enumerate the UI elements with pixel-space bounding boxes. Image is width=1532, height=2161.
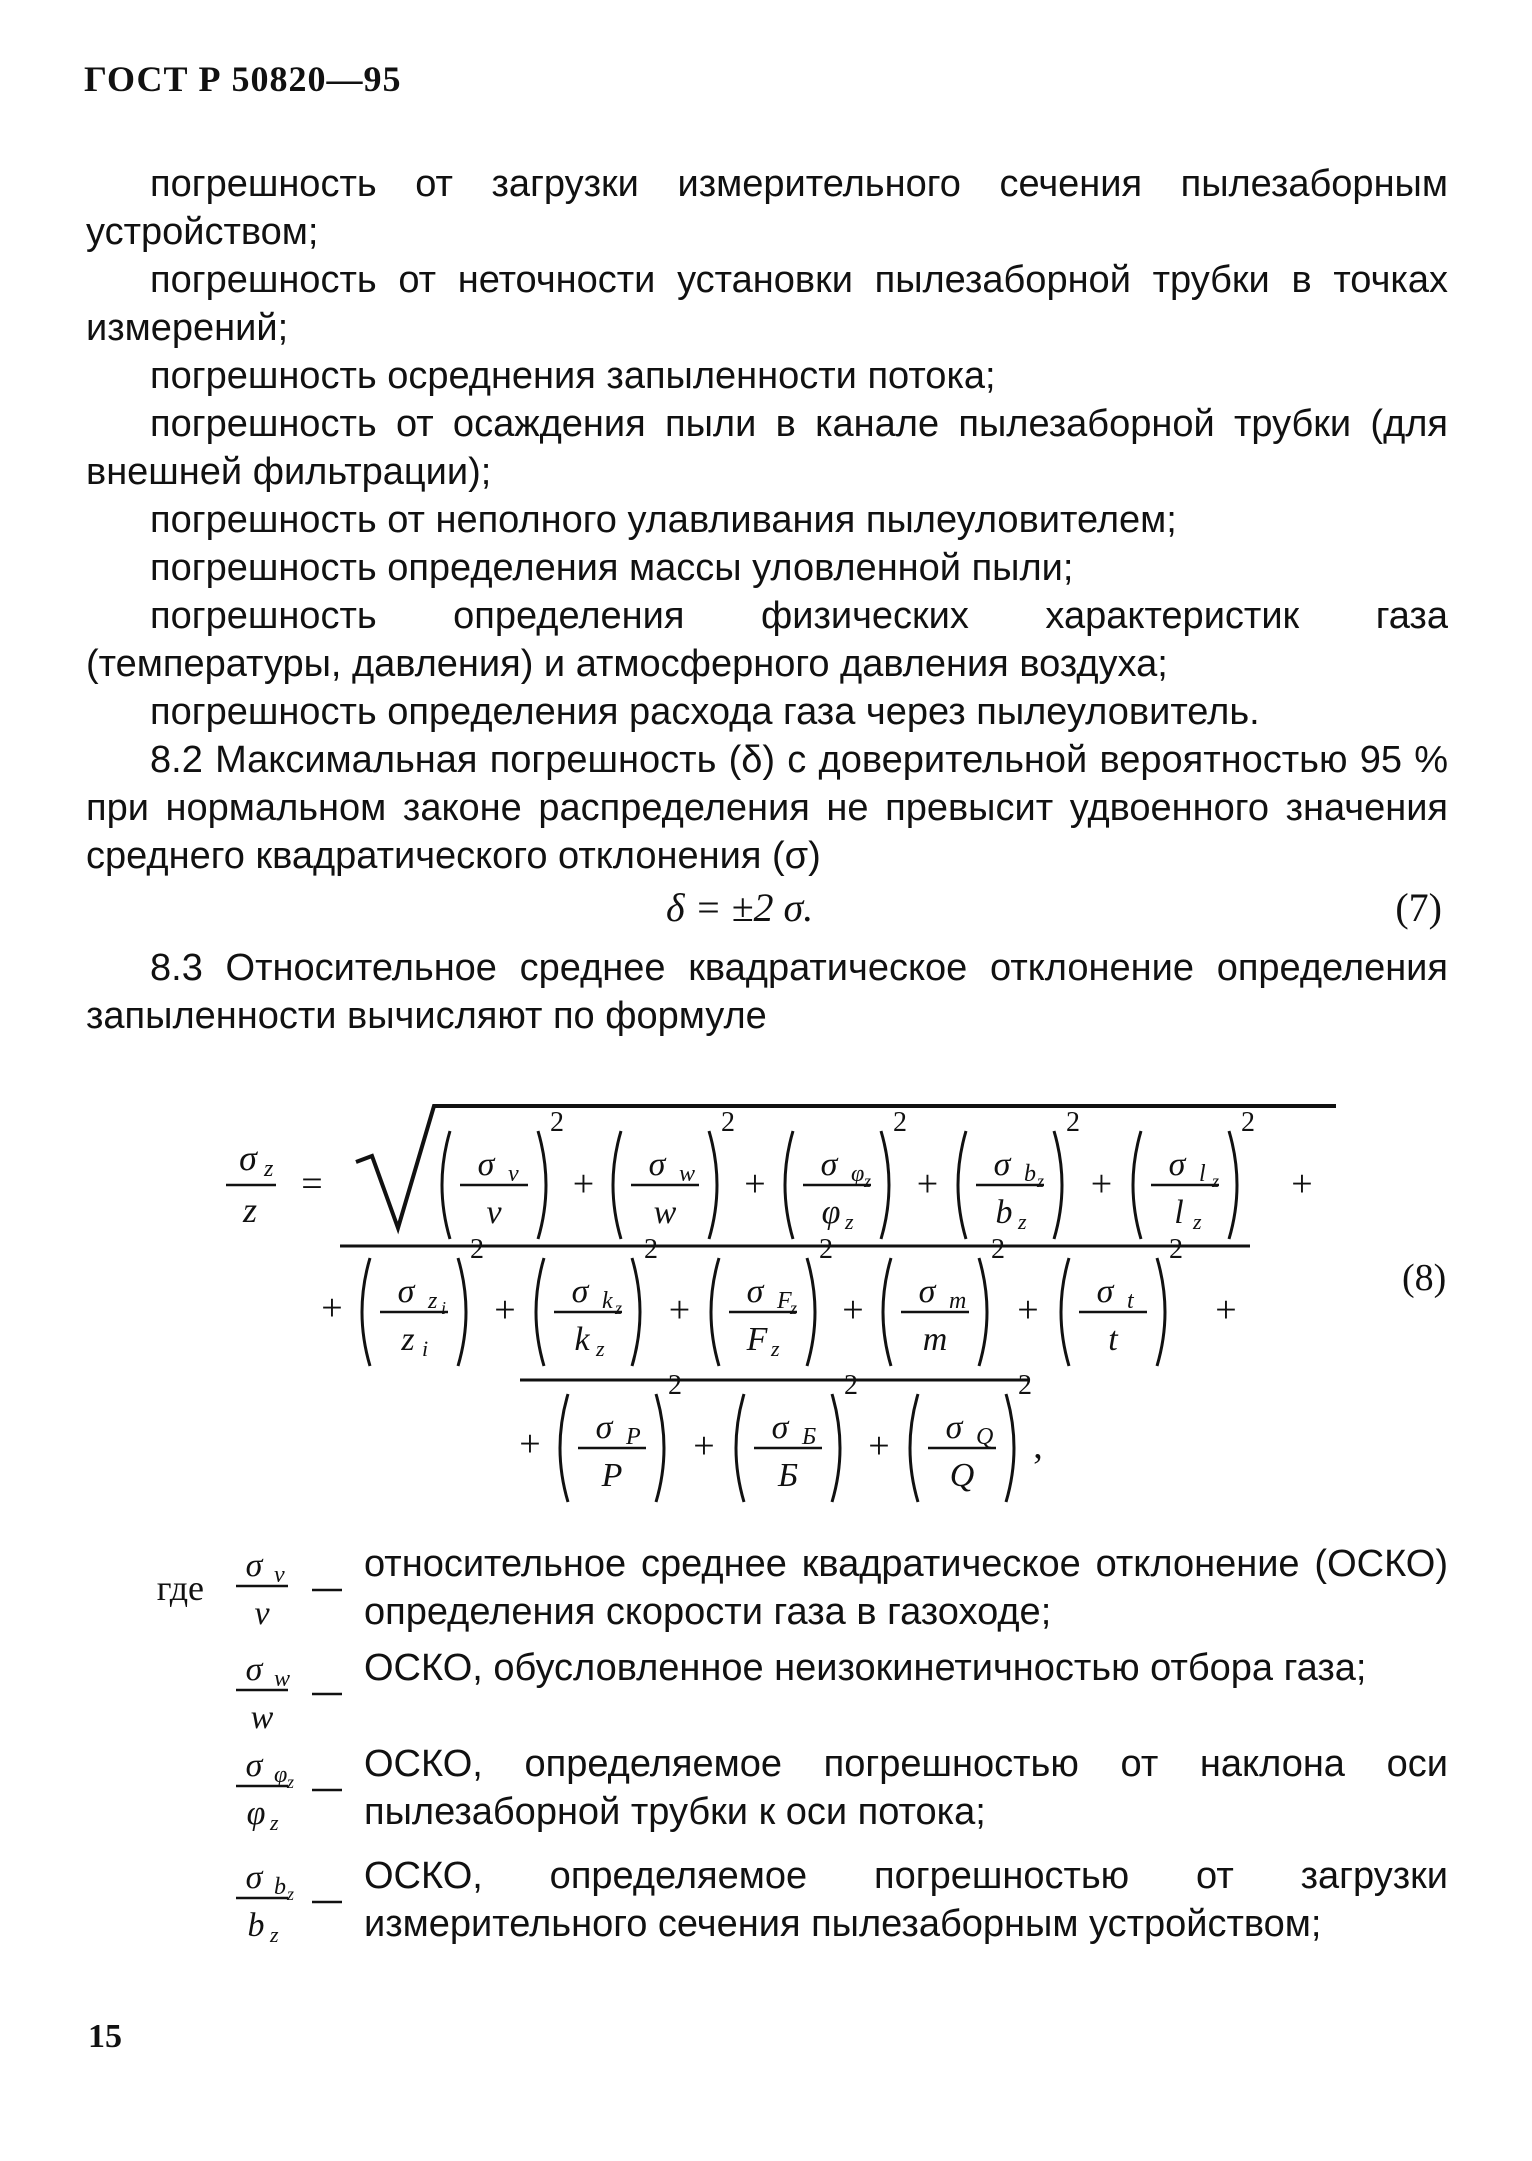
plus-sign: +: [494, 1289, 516, 1331]
fraction-term: [362, 1234, 484, 1366]
denominator-subscript: i: [422, 1336, 429, 1361]
numerator-subscript: F: [777, 1288, 792, 1314]
plus-sign: +: [842, 1289, 864, 1331]
right-paren: [458, 1258, 466, 1366]
exponent: 2: [1169, 1234, 1183, 1265]
list-item: погрешность определения физических характеристик газа (температуры, давления) и атмосферного давления воздуха;: [86, 595, 1448, 685]
plus-sign: +: [1215, 1289, 1237, 1331]
definition-symbol: [86, 1852, 366, 1952]
denominator-subscript: z: [1018, 1209, 1027, 1234]
exponent: 2: [644, 1234, 658, 1265]
left-paren: [536, 1258, 544, 1366]
fraction-term: [613, 1107, 735, 1239]
left-paren: [560, 1394, 568, 1502]
exponent: 2: [1066, 1107, 1080, 1138]
left-paren: [736, 1394, 744, 1502]
exponent: 2: [1241, 1107, 1255, 1138]
denominator-subscript: z: [845, 1209, 854, 1234]
fraction-term: [910, 1370, 1032, 1502]
plus-sign: +: [744, 1163, 766, 1205]
list-item: погрешность от загрузки измерительного сечения пылезаборным устройством;: [86, 163, 1448, 253]
plus-sign: +: [1017, 1289, 1039, 1331]
exponent: 2: [1018, 1370, 1032, 1401]
symbol-numerator: σ: [245, 1747, 263, 1784]
sigma-b-over-b-symbol: [86, 1852, 366, 1962]
definition-row: [86, 1740, 1448, 1852]
fraction-term: [442, 1107, 564, 1239]
numerator-subscript: v: [508, 1161, 519, 1187]
paragraph-8-2: 8.2 Максимальная погрешность (δ) с доверительной вероятностью 95 % при нормальном законе распределения не превысит удвоенного значения среднего квадратического отклонения (σ): [86, 739, 1448, 877]
list-item: погрешность определения расхода газа через пылеуловитель.: [150, 691, 1260, 733]
exponent: 2: [721, 1107, 735, 1138]
exponent: 2: [991, 1234, 1005, 1265]
formula-7-number: (7): [1395, 885, 1442, 930]
right-paren: [632, 1258, 640, 1366]
symbol-numerator: σ: [245, 1859, 263, 1896]
right-paren: [709, 1131, 717, 1239]
right-paren: [1157, 1258, 1165, 1366]
where-word: где: [156, 1568, 204, 1608]
numerator: σ: [820, 1146, 838, 1183]
numerator-sub-subscript: z: [1037, 1171, 1045, 1191]
exponent: 2: [550, 1107, 564, 1138]
list-item: погрешность определения массы уловленной пыли;: [150, 547, 1074, 589]
numerator-subscript: t: [1127, 1288, 1134, 1314]
fraction-term: [560, 1370, 682, 1502]
exponent: 2: [819, 1234, 833, 1265]
numerator: σ: [945, 1409, 963, 1446]
sigma-v-over-v-symbol: [86, 1540, 366, 1640]
numerator-subscript: φ: [851, 1161, 865, 1187]
definition-symbol: [86, 1540, 366, 1640]
plus-sign: +: [693, 1425, 715, 1467]
definition-row: [86, 1852, 1448, 1964]
right-paren: [807, 1258, 815, 1366]
exponent: 2: [470, 1234, 484, 1265]
left-paren: [910, 1394, 918, 1502]
lhs-numerator: σ: [239, 1138, 257, 1178]
numerator-subscript: l: [1199, 1161, 1206, 1187]
numerator: σ: [1168, 1146, 1186, 1183]
symbol-denominator: φ: [246, 1795, 266, 1832]
plus-sign: +: [519, 1423, 541, 1465]
lhs-subscript: z: [264, 1156, 274, 1182]
denominator: Q: [949, 1457, 975, 1494]
sigma-phi-over-phi-symbol: [86, 1740, 366, 1850]
fraction-term: [958, 1107, 1080, 1239]
numerator-subscript: k: [602, 1288, 613, 1314]
numerator: σ: [993, 1146, 1011, 1183]
list-item: погрешность от осаждения пыли в канале пылезаборной трубки (для внешней фильтрации);: [86, 403, 1448, 493]
right-paren: [832, 1394, 840, 1502]
definition-symbol: [86, 1740, 366, 1840]
denominator: φ: [821, 1194, 841, 1231]
numerator: σ: [595, 1409, 613, 1446]
plus-sign: +: [916, 1163, 939, 1205]
numerator-subscript: Б: [802, 1424, 817, 1450]
numerator-subscript: w: [679, 1161, 696, 1187]
left-paren: [442, 1131, 450, 1239]
numerator-subscript: b: [1024, 1161, 1036, 1187]
page-number: 15: [88, 2018, 122, 2055]
numerator: σ: [1096, 1273, 1114, 1310]
denominator: P: [601, 1457, 623, 1494]
fraction-term: [536, 1234, 658, 1366]
lhs-denominator: z: [242, 1190, 258, 1230]
definition-text: относительное среднее квадратическое отклонение (ОСКО) определения скорости газа в газоходе;: [364, 1543, 1448, 1633]
definition-symbol: [86, 1644, 366, 1744]
plus-sign: +: [668, 1289, 691, 1331]
denominator-subscript: z: [596, 1336, 605, 1361]
numerator-sub-subscript: z: [864, 1171, 872, 1191]
numerator-subscript: P: [626, 1424, 641, 1450]
numerator: σ: [746, 1273, 764, 1310]
fraction-term: [736, 1370, 858, 1502]
left-paren: [362, 1258, 370, 1366]
denominator: w: [653, 1194, 677, 1231]
numerator: σ: [918, 1273, 936, 1310]
numerator-subscript: z: [428, 1288, 438, 1314]
list-item: погрешность от неполного улавливания пылеуловителем;: [150, 499, 1177, 541]
fraction-term: [1061, 1234, 1183, 1366]
numerator: σ: [771, 1409, 789, 1446]
symbol-denominator: b: [247, 1907, 265, 1944]
symbol-denominator-subscript: z: [270, 1810, 279, 1835]
list-item: погрешность от неточности установки пылезаборной трубки в точках измерений;: [86, 259, 1448, 349]
numerator: σ: [571, 1273, 589, 1310]
document-header: ГОСТ Р 50820—95: [84, 59, 402, 99]
list-item: погрешность осреднения запыленности потока;: [150, 355, 996, 397]
left-paren: [958, 1131, 966, 1239]
fraction-term: [1133, 1107, 1255, 1239]
plus-sign: +: [321, 1287, 343, 1329]
denominator-subscript: z: [1193, 1209, 1202, 1234]
fraction-term: [711, 1234, 833, 1366]
numerator-sub-subscript: z: [790, 1298, 798, 1318]
left-paren: [883, 1258, 891, 1366]
denominator: b: [995, 1194, 1013, 1231]
numerator-subscript: m: [949, 1288, 967, 1314]
exponent: 2: [844, 1370, 858, 1401]
numerator: σ: [397, 1273, 415, 1310]
exponent: 2: [893, 1107, 907, 1138]
symbol-numerator: σ: [245, 1651, 263, 1688]
left-paren: [1133, 1131, 1141, 1239]
left-paren: [711, 1258, 719, 1366]
left-paren: [785, 1131, 793, 1239]
right-paren: [1229, 1131, 1237, 1239]
denominator: F: [746, 1321, 768, 1358]
symbol-subscript: b: [274, 1874, 286, 1900]
symbol-subscript: v: [274, 1562, 285, 1588]
right-paren: [1006, 1394, 1014, 1502]
paragraph-8-3: 8.3 Относительное среднее квадратическое отклонение определения запыленности вычисляют по формуле: [86, 947, 1448, 1037]
plus-sign: +: [1090, 1163, 1113, 1205]
numerator-subscript: Q: [976, 1424, 994, 1450]
sigma-w-over-w-symbol: [86, 1644, 366, 1744]
right-paren: [656, 1394, 664, 1502]
denominator: z: [401, 1321, 415, 1358]
plus-sign: +: [1291, 1163, 1313, 1205]
plus-sign: +: [868, 1425, 890, 1467]
symbol-denominator-subscript: z: [270, 1922, 279, 1947]
exponent: 2: [668, 1370, 682, 1401]
denominator: t: [1108, 1321, 1118, 1358]
numerator-sub-subscript: i: [441, 1298, 447, 1318]
symbol-subscript: w: [274, 1666, 291, 1692]
left-paren: [1061, 1258, 1069, 1366]
equals-sign: =: [301, 1163, 323, 1205]
symbol-sub-subscript: z: [287, 1884, 295, 1904]
formula-8-number: (8): [1402, 1257, 1447, 1299]
symbol-subscript: φ: [274, 1762, 288, 1788]
definition-text: ОСКО, определяемое погрешностью от наклона оси пылезаборной трубки к оси потока;: [364, 1743, 1448, 1833]
numerator: σ: [477, 1146, 495, 1183]
definition-text: ОСКО, определяемое погрешностью от загрузки измерительного сечения пылезаборным устройством;: [364, 1855, 1448, 1945]
denominator: k: [574, 1321, 590, 1358]
symbol-denominator: w: [250, 1699, 274, 1736]
formula-7-expression: δ = ±2 σ.: [666, 885, 814, 930]
symbol-sub-subscript: z: [287, 1772, 295, 1792]
definitions-list: [86, 1540, 1448, 1964]
right-paren: [979, 1258, 987, 1366]
symbol-numerator: σ: [245, 1547, 263, 1584]
symbol-denominator: v: [254, 1595, 270, 1632]
right-paren: [1054, 1131, 1062, 1239]
left-paren: [613, 1131, 621, 1239]
right-paren: [538, 1131, 546, 1239]
definition-row: [86, 1540, 1448, 1640]
fraction-term: [785, 1107, 907, 1239]
denominator: Б: [777, 1457, 799, 1494]
numerator-sub-subscript: z: [1212, 1171, 1220, 1191]
numerator: σ: [648, 1146, 666, 1183]
fraction-term: [883, 1234, 1005, 1366]
denominator: v: [486, 1194, 502, 1231]
definition-text: ОСКО, обусловленное неизокинетичностью отбора газа;: [364, 1647, 1367, 1689]
right-paren: [881, 1131, 889, 1239]
denominator: m: [922, 1321, 948, 1358]
numerator-sub-subscript: z: [615, 1298, 623, 1318]
comma: ,: [1033, 1425, 1043, 1467]
definition-row: [86, 1644, 1448, 1740]
plus-sign: +: [572, 1163, 595, 1205]
denominator: l: [1174, 1194, 1184, 1231]
denominator-subscript: z: [771, 1336, 780, 1361]
